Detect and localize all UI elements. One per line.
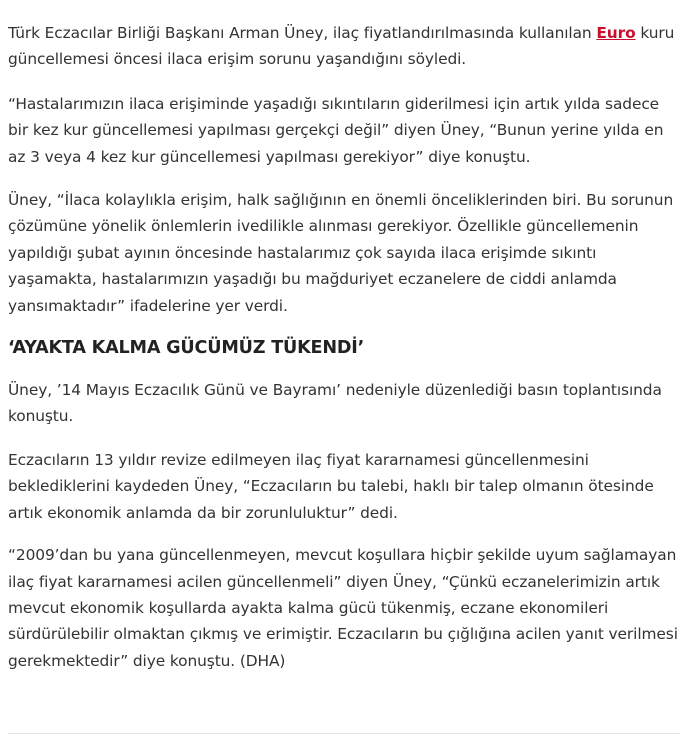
euro-link[interactable]: Euro (596, 24, 636, 42)
paragraph-2: “Hastalarımızın ilaca erişiminde yaşadığı sıkıntıların giderilmesi için artık yılda sadece bir kez kur güncellemesi yapılması gerçekçi değil” diyen Üney, “Bunun yerine yılda en az 3 veya 4 kez kur güncellemesi yapılması gerekiyor” diye konuştu. (8, 94, 664, 166)
paragraph-1-text-before: Türk Eczacılar Birliği Başkanı Arman Üney, ilaç fiyatlandırılmasında kullanılan (8, 24, 597, 42)
paragraph-5: Eczacıların 13 yıldır revize edilmeyen ilaç fiyat kararnamesi güncellenmesini beklediklerini kaydeden Üney, “Eczacıların bu talebi, haklı bir talep olmanın ötesinde artık ekonomik anlamda da bir zorunluluktur” dedi. (8, 450, 654, 522)
bottom-divider (8, 733, 680, 734)
paragraph-1 (8, 0, 680, 73)
section-subheading: ‘AYAKTA KALMA GÜCÜMÜZ TÜKENDİ’ (8, 338, 365, 359)
paragraph-4: Üney, ’14 Mayıs Eczacılık Günü ve Bayramı’ nedeniyle düzenlediği basın toplantısında konuştu. (8, 381, 662, 426)
paragraph-6: “2009’dan bu yana güncellenmeyen, mevcut koşullara hiçbir şekilde uyum sağlamayan ilaç fiyat kararnamesi acilen güncellenmeli” diyen Üney, “Çünkü eczanelerimizin artık mevcut ekonomik koşullarda ayakta kalma gücü tükenmiş, eczane ekonomileri sürdürülebilir olmaktan çıkmış ve erimiştir. Eczacıların bu çığlığına acilen yanıt verilmesi gerekmektedir” diye konuştu. (DHA) (8, 546, 678, 670)
paragraph-3: Üney, “İlaca kolaylıkla erişim, halk sağlığının en önemli önceliklerinden biri. Bu sorunun çözümüne yönelik önlemlerin ivedilikle alınması gerekiyor. Özellikle güncellemenin yapıldığı şubat ayının öncesinde hastalarımız çok sayıda ilaca erişimde sıkıntı yaşamakta, hastalarımızın yaşadığı bu mağduriyet eczanelere de ciddi anlamda yansımaktadır” ifadelerine yer verdi. (8, 191, 674, 315)
paragraph-1-text-after: kuru güncellemesi öncesi ilaca erişim sorunu yaşandığını söyledi. (8, 24, 675, 69)
